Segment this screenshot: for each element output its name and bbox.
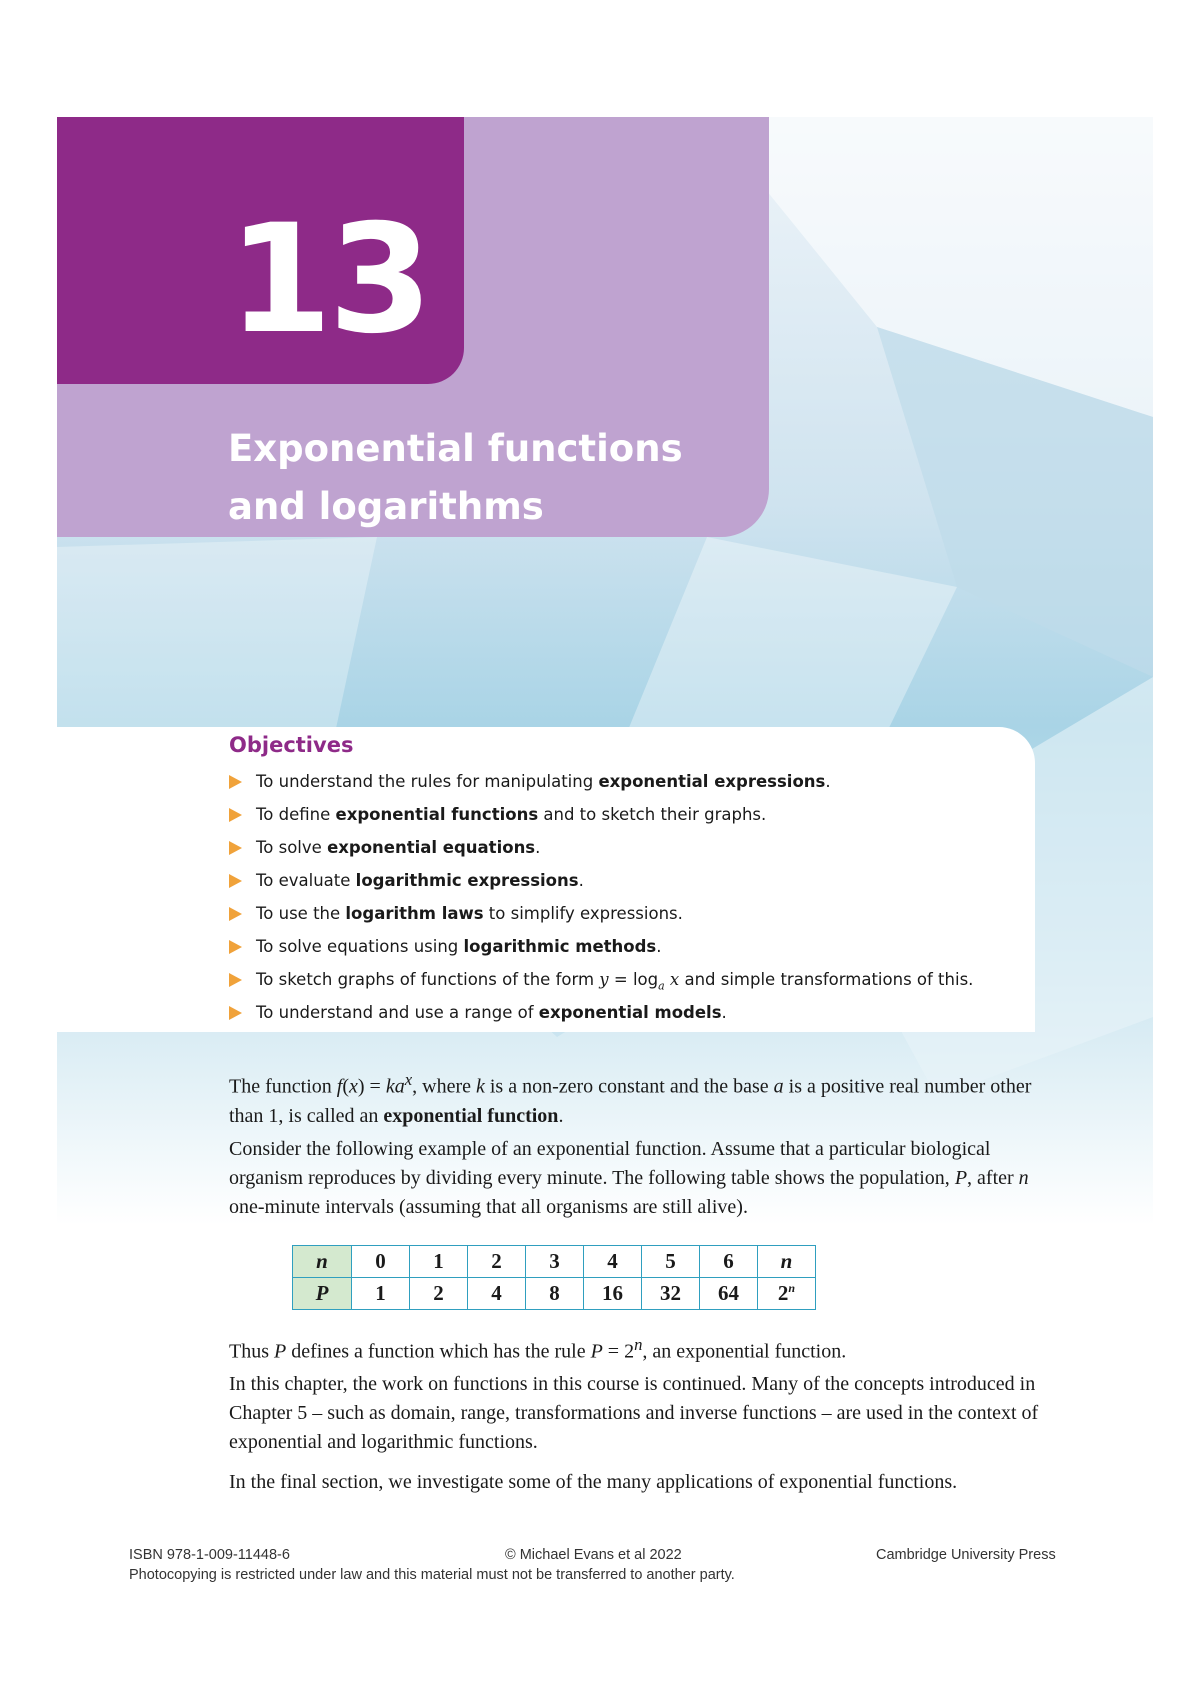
table-cell: 0 (352, 1246, 410, 1278)
paragraph-rule: Thus P defines a function which has the rule $P = 2^n$, an exponential function. (229, 1335, 847, 1363)
triangle-bullet-icon (229, 808, 242, 822)
objectives-heading: Objectives (229, 733, 354, 757)
paragraph-final-section: In the final section, we investigate some of the many applications of exponential functions. (229, 1471, 958, 1493)
chapter-title-line2: and logarithms (228, 485, 544, 528)
footer-isbn: ISBN 978-1-009-11448-6 (129, 1547, 290, 1563)
footer-publisher: Cambridge University Press (876, 1547, 1056, 1563)
objective-item: To solve equations using logarithmic methods. (229, 934, 973, 967)
objective-item: To understand and use a range of exponential models. (229, 1000, 973, 1033)
footer-copyright: © Michael Evans et al 2022 (505, 1547, 682, 1563)
triangle-bullet-icon (229, 874, 242, 888)
table-cell: 32 (642, 1278, 700, 1310)
table-cell: 1 (410, 1246, 468, 1278)
objective-item: To define exponential functions and to sketch their graphs. (229, 802, 973, 835)
table-cell: 3 (526, 1246, 584, 1278)
table-cell: 6 (700, 1246, 758, 1278)
objectives-list (229, 769, 973, 1033)
table-cell: 4 (584, 1246, 642, 1278)
table-cell: 4 (468, 1278, 526, 1310)
paragraph-chapter-overview: In this chapter, the work on functions in this course is continued. Many of the concepts introduced in Chapter 5 – such as domain, range, transformations and inverse functions – are used in the context of exponential and logarithmic functions. (229, 1373, 1039, 1453)
table-cell: 64 (700, 1278, 758, 1310)
chapter-number: 13 (228, 193, 429, 367)
objective-item: To understand the rules for manipulating exponential expressions. (229, 769, 973, 802)
triangle-bullet-icon (229, 973, 242, 987)
table-cell: 2 (468, 1246, 526, 1278)
table-row (293, 1278, 816, 1310)
objective-item: To use the logarithm laws to simplify expressions. (229, 901, 973, 934)
table-cell: n (758, 1246, 816, 1278)
objective-item: To sketch graphs of functions of the form $y = \log_a x$ and simple transformations of this. (229, 967, 973, 1000)
table-cell: 2 (410, 1278, 468, 1310)
population-table (292, 1245, 816, 1310)
table-cell: 16 (584, 1278, 642, 1310)
table-row (293, 1246, 816, 1278)
triangle-bullet-icon (229, 775, 242, 789)
triangle-bullet-icon (229, 1006, 242, 1020)
table-cell: 1 (352, 1278, 410, 1310)
objective-item: To evaluate logarithmic expressions. (229, 868, 973, 901)
objective-item: To solve exponential equations. (229, 835, 973, 868)
table-header-cell: n (293, 1246, 352, 1278)
table-cell: 2$^n$ (758, 1278, 816, 1310)
footer-notice: Photocopying is restricted under law and this material must not be transferred to another party. (129, 1567, 735, 1583)
table-cell: 5 (642, 1246, 700, 1278)
paragraph-example: Consider the following example of an exponential function. Assume that a particular biological organism reproduces by dividing every minute. The following table shows the population, P, after n one-minute intervals (assuming that all organisms are still alive). (229, 1138, 1029, 1218)
table-cell: 8 (526, 1278, 584, 1310)
triangle-bullet-icon (229, 907, 242, 921)
triangle-bullet-icon (229, 940, 242, 954)
table-header-cell: P (293, 1278, 352, 1310)
chapter-title (228, 420, 748, 536)
paragraph-definition: The function $f(x) = ka^x$, where k is a non-zero constant and the base a is a positive real number other than 1, is called an exponential function. (229, 1070, 1032, 1127)
triangle-bullet-icon (229, 841, 242, 855)
chapter-title-line1: Exponential functions (228, 427, 683, 470)
